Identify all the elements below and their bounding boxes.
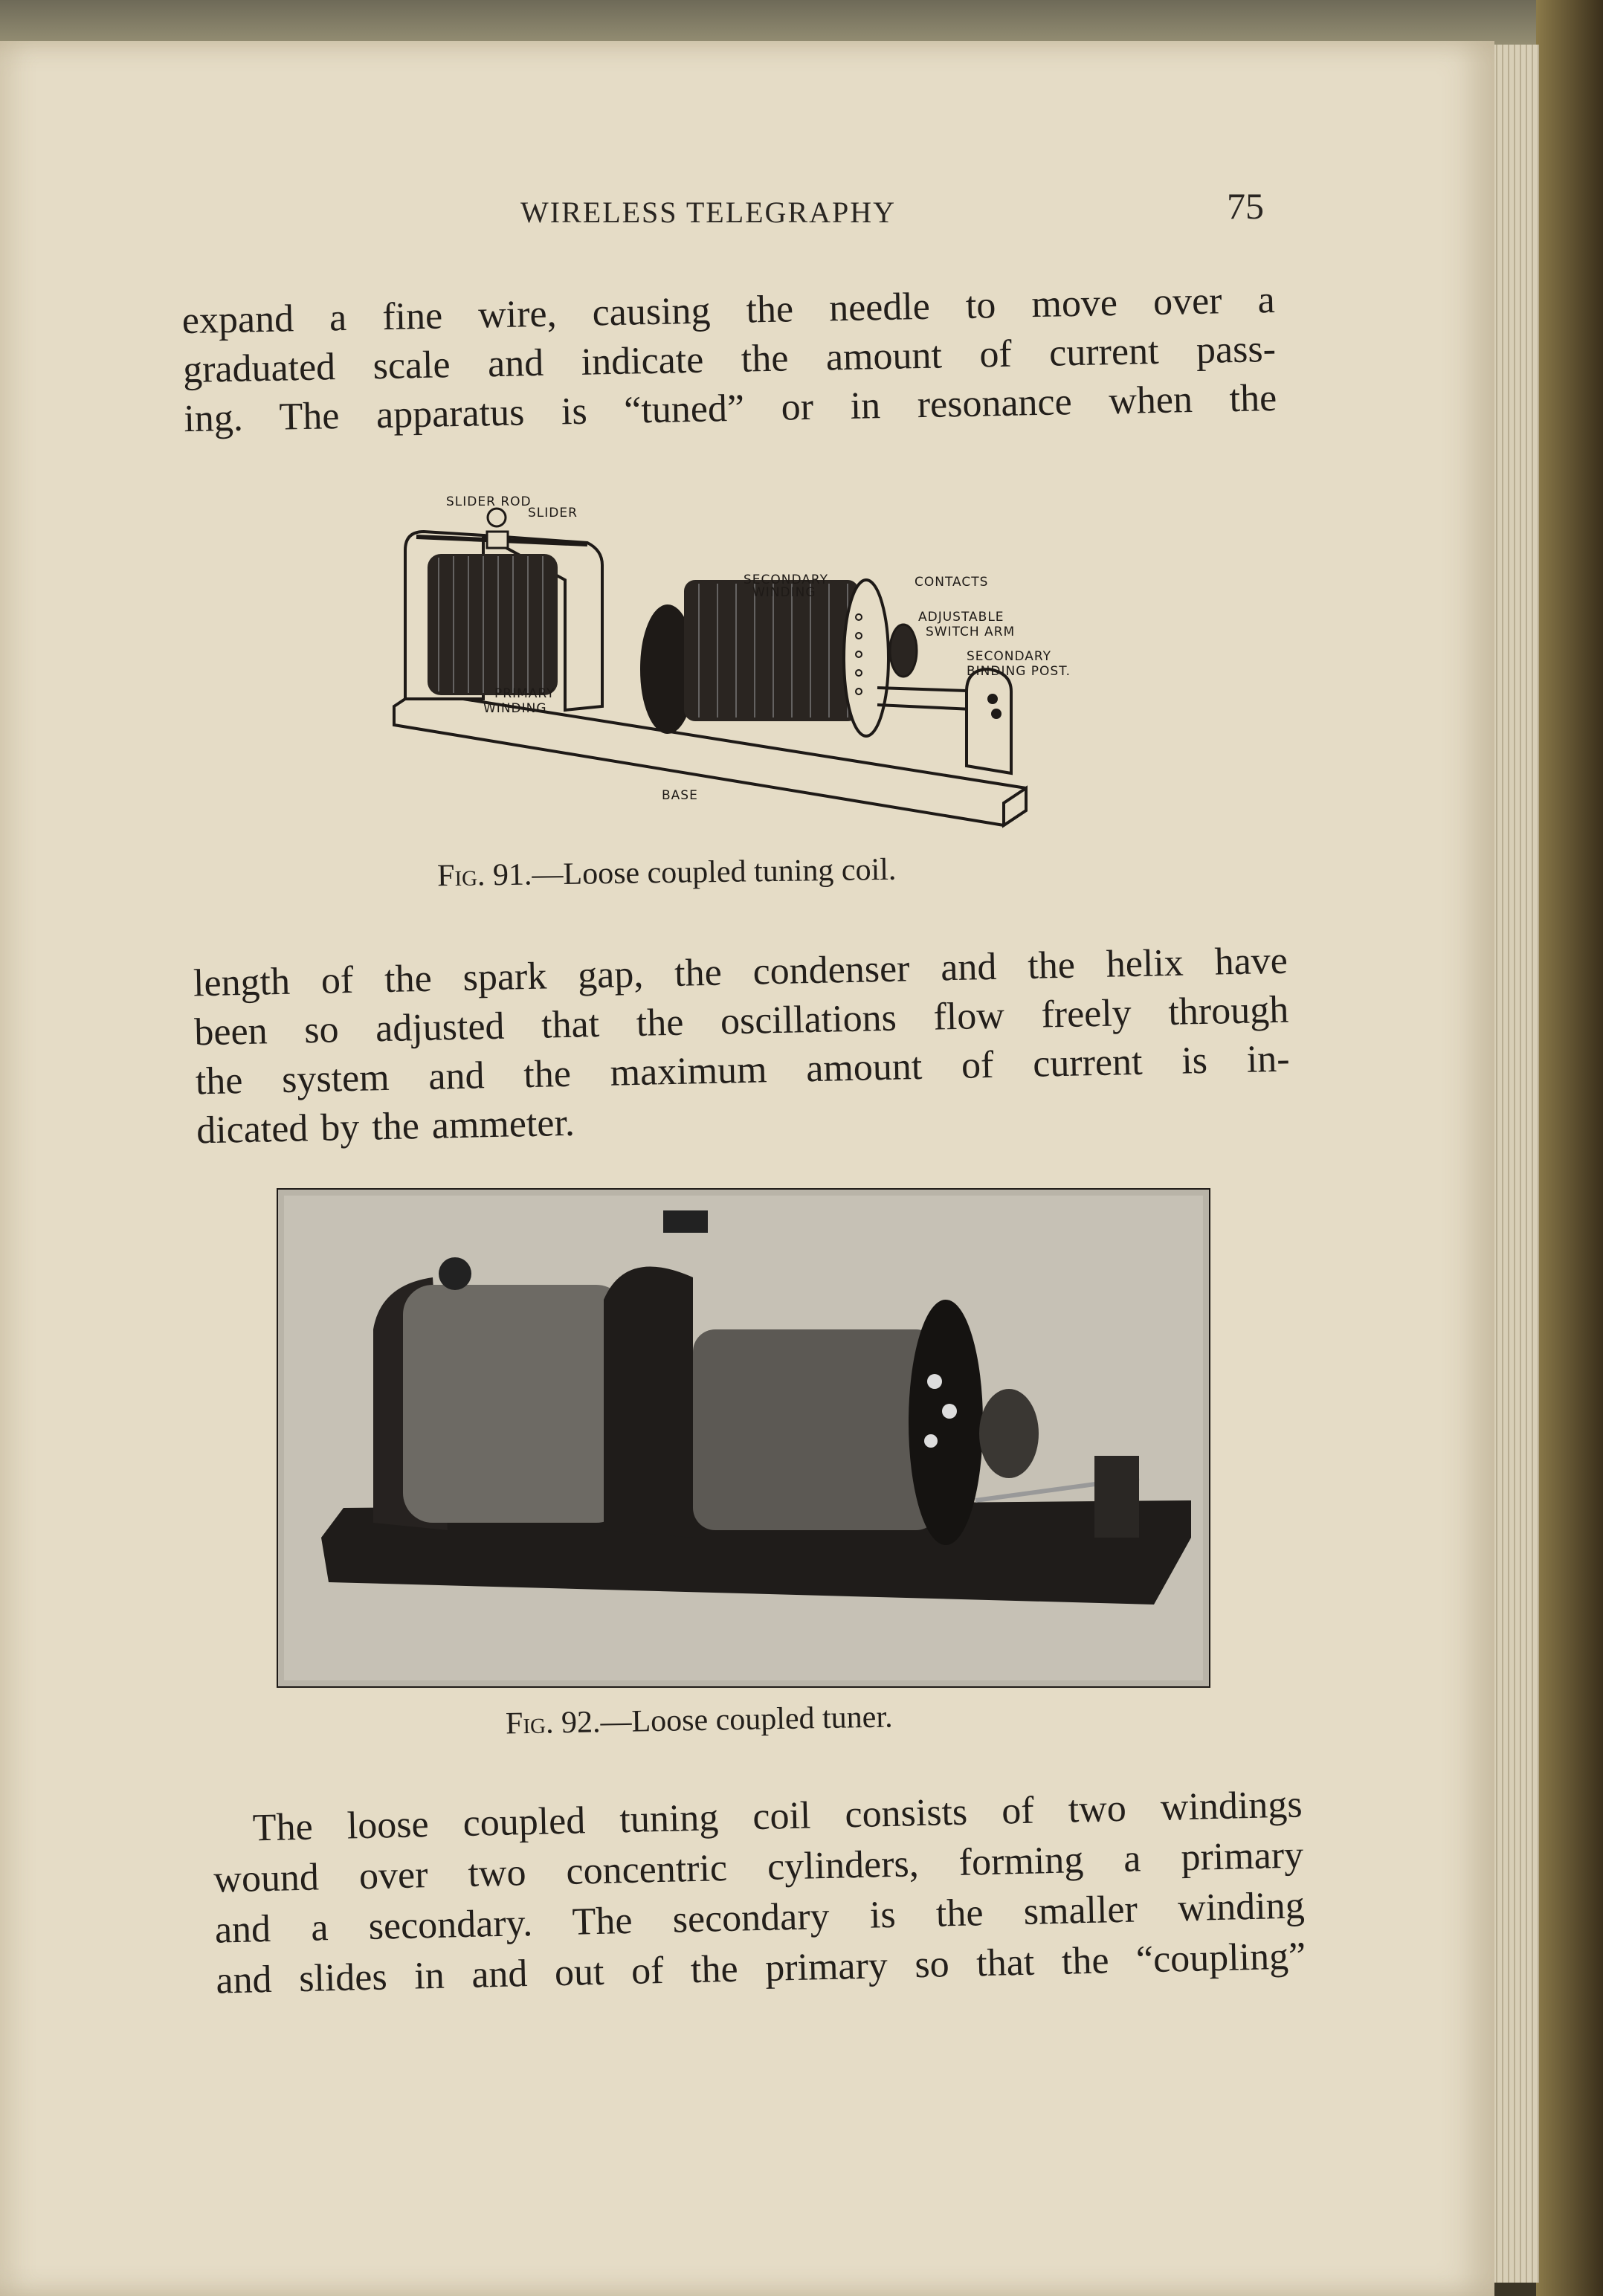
label-secondary-winding-2: WINDING bbox=[752, 585, 816, 600]
primary-coil bbox=[428, 554, 558, 695]
binding-post bbox=[967, 669, 1011, 773]
text-line: graduated scale and indicate the amount of current pass- bbox=[182, 327, 1277, 392]
switch-knob bbox=[890, 625, 917, 677]
secondary-coil bbox=[684, 580, 859, 721]
caption-text: —Loose coupled tuner. bbox=[600, 1700, 893, 1740]
label-binding-post: BINDING POST. bbox=[967, 664, 1071, 679]
text-line: expand a fine wire, causing the needle to move over a bbox=[181, 278, 1276, 343]
photo-secondary-coil bbox=[693, 1329, 938, 1530]
running-title: WIRELESS TELEGRAPHY bbox=[520, 196, 897, 229]
label-primary: PRIMARY bbox=[494, 686, 555, 701]
label-base: BASE bbox=[662, 788, 698, 803]
label-contacts: CONTACTS bbox=[915, 575, 989, 590]
switch-disc bbox=[844, 580, 888, 736]
text-line: and slides in and out of the primary so that the “coupling” bbox=[215, 1935, 1306, 2002]
figure-number: 92. bbox=[561, 1705, 601, 1741]
text-line: wound over two concentric cylinders, forming a primary bbox=[213, 1834, 1304, 1901]
page-number: 75 bbox=[1227, 185, 1264, 227]
paragraph-2 bbox=[193, 937, 1291, 1156]
text-line: ing. The apparatus is “tuned” or in resonance when the bbox=[183, 376, 1277, 441]
label-secondary: SECONDARY bbox=[967, 649, 1052, 664]
text-line: and a secondary. The secondary is the smaller winding bbox=[214, 1884, 1306, 1952]
paragraph-3 bbox=[212, 1779, 1306, 2006]
label-switch-arm: SWITCH ARM bbox=[926, 625, 1016, 639]
label-primary-winding: WINDING bbox=[483, 701, 547, 716]
paragraph-1 bbox=[181, 276, 1277, 444]
figure-label: Fig. bbox=[436, 858, 486, 894]
text-line: the system and the maximum amount of current is in- bbox=[195, 1037, 1291, 1103]
photo-primary-coil bbox=[403, 1285, 626, 1523]
figure-label: Fig. bbox=[505, 1706, 554, 1741]
label-slider-rod: SLIDER ROD bbox=[446, 494, 532, 509]
caption-text: —Loose coupled tuning coil. bbox=[532, 852, 897, 892]
figure-number: 91. bbox=[492, 857, 532, 893]
figure-91-caption bbox=[437, 852, 897, 894]
label-adjustable: ADJUSTABLE bbox=[918, 610, 1004, 625]
figure-92-caption bbox=[506, 1699, 893, 1741]
text-line: length of the spark gap, the condenser and the helix have bbox=[193, 939, 1288, 1005]
figure-92-photo bbox=[277, 1188, 1210, 1688]
text-line: The loose coupled tuning coil consists of two windings bbox=[252, 1783, 1303, 1850]
text-line: dicated by the ammeter. bbox=[196, 1101, 575, 1152]
text-line: been so adjusted that the oscillations flow freely through bbox=[193, 988, 1289, 1054]
figure-91-diagram bbox=[372, 468, 1152, 840]
book-cover-right bbox=[1536, 0, 1603, 2296]
label-slider: SLIDER bbox=[528, 506, 578, 520]
label-secondary-winding: SECONDARY bbox=[744, 573, 829, 587]
photo-slider-knob bbox=[439, 1257, 471, 1290]
